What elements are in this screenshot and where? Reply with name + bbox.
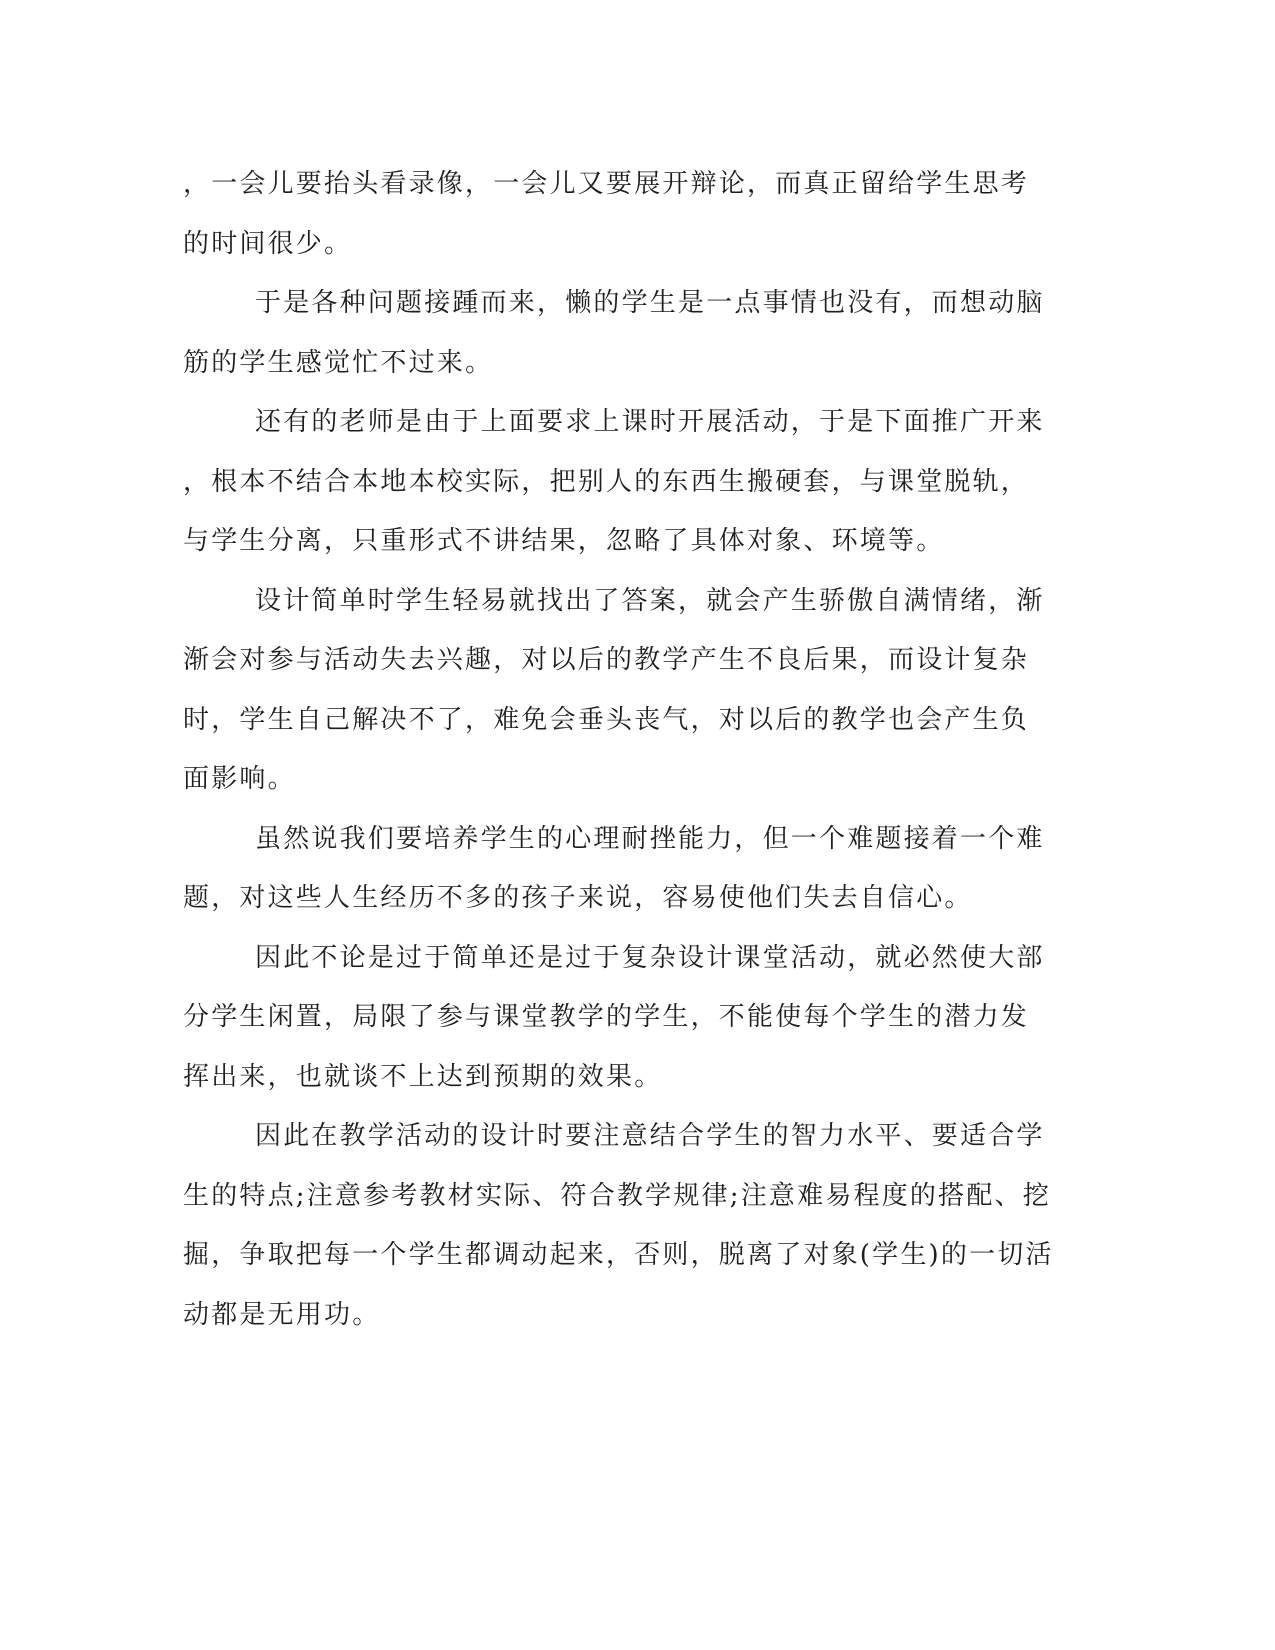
paragraph-2 — [183, 274, 1045, 393]
paragraph-line: 因此不论是过于简单还是过于复杂设计课堂活动，就必然使大部 — [255, 942, 1045, 973]
paragraph-6 — [183, 929, 1045, 1108]
paragraph-line: 还有的老师是由于上面要求上课时开展活动，于是下面推广开来 — [255, 407, 1045, 437]
paragraph-line: 渐会对参与活动失去兴趣，对以后的教学产生不良后果，而设计复杂 — [183, 645, 1030, 675]
paragraph-line: 掘，争取把每一个学生都调动起来，否则，脱离了对象(学生)的一切活 — [183, 1240, 1054, 1270]
paragraph-7 — [183, 1107, 1054, 1345]
paragraph-line: ，一会儿要抬头看录像，一会儿又要展开辩论，而真正留给学生思考 — [183, 169, 1030, 199]
paragraph-line: 虽然说我们要培养学生的心理耐挫能力，但一个难题接着一个难 — [255, 823, 1045, 854]
document-body — [183, 155, 1054, 1345]
paragraph-line: 筋的学生感觉忙不过来。 — [183, 347, 494, 378]
paragraph-4 — [183, 572, 1045, 810]
paragraph-3 — [183, 393, 1045, 572]
paragraph-line: ，根本不结合本地本校实际，把别人的东西生搬硬套，与课堂脱轨， — [183, 466, 1030, 497]
paragraph-line: 题，对这些人生经历不多的孩子来说，容易使他们失去自信心。 — [183, 883, 973, 913]
paragraph-line: 分学生闲置，局限了参与课堂教学的学生，不能使每个学生的潜力发 — [183, 1002, 1030, 1032]
paragraph-line: 因此在教学活动的设计时要注意结合学生的智力水平、要适合学 — [255, 1121, 1045, 1151]
paragraph-line: 设计简单时学生轻易就找出了答案，就会产生骄傲自满情绪，渐 — [255, 585, 1045, 616]
paragraph-line: 于是各种问题接踵而来，懒的学生是一点事情也没有，而想动脑 — [255, 288, 1045, 318]
paragraph-line: 面影响。 — [183, 764, 296, 794]
paragraph-1 — [183, 155, 1045, 274]
paragraph-line: 挥出来，也就谈不上达到预期的效果。 — [183, 1061, 663, 1092]
paragraph-line: 动都是无用功。 — [183, 1299, 381, 1330]
paragraph-5 — [183, 810, 1045, 929]
paragraph-line: 的时间很少。 — [183, 228, 353, 259]
paragraph-line: 与学生分离，只重形式不讲结果，忽略了具体对象、环境等。 — [183, 526, 945, 556]
paragraph-line: 时，学生自己解决不了，难免会垂头丧气，对以后的教学也会产生负 — [183, 704, 1030, 735]
paragraph-line: 生的特点;注意参考教材实际、符合教学规律;注意难易程度的搭配、挖 — [183, 1180, 1051, 1211]
